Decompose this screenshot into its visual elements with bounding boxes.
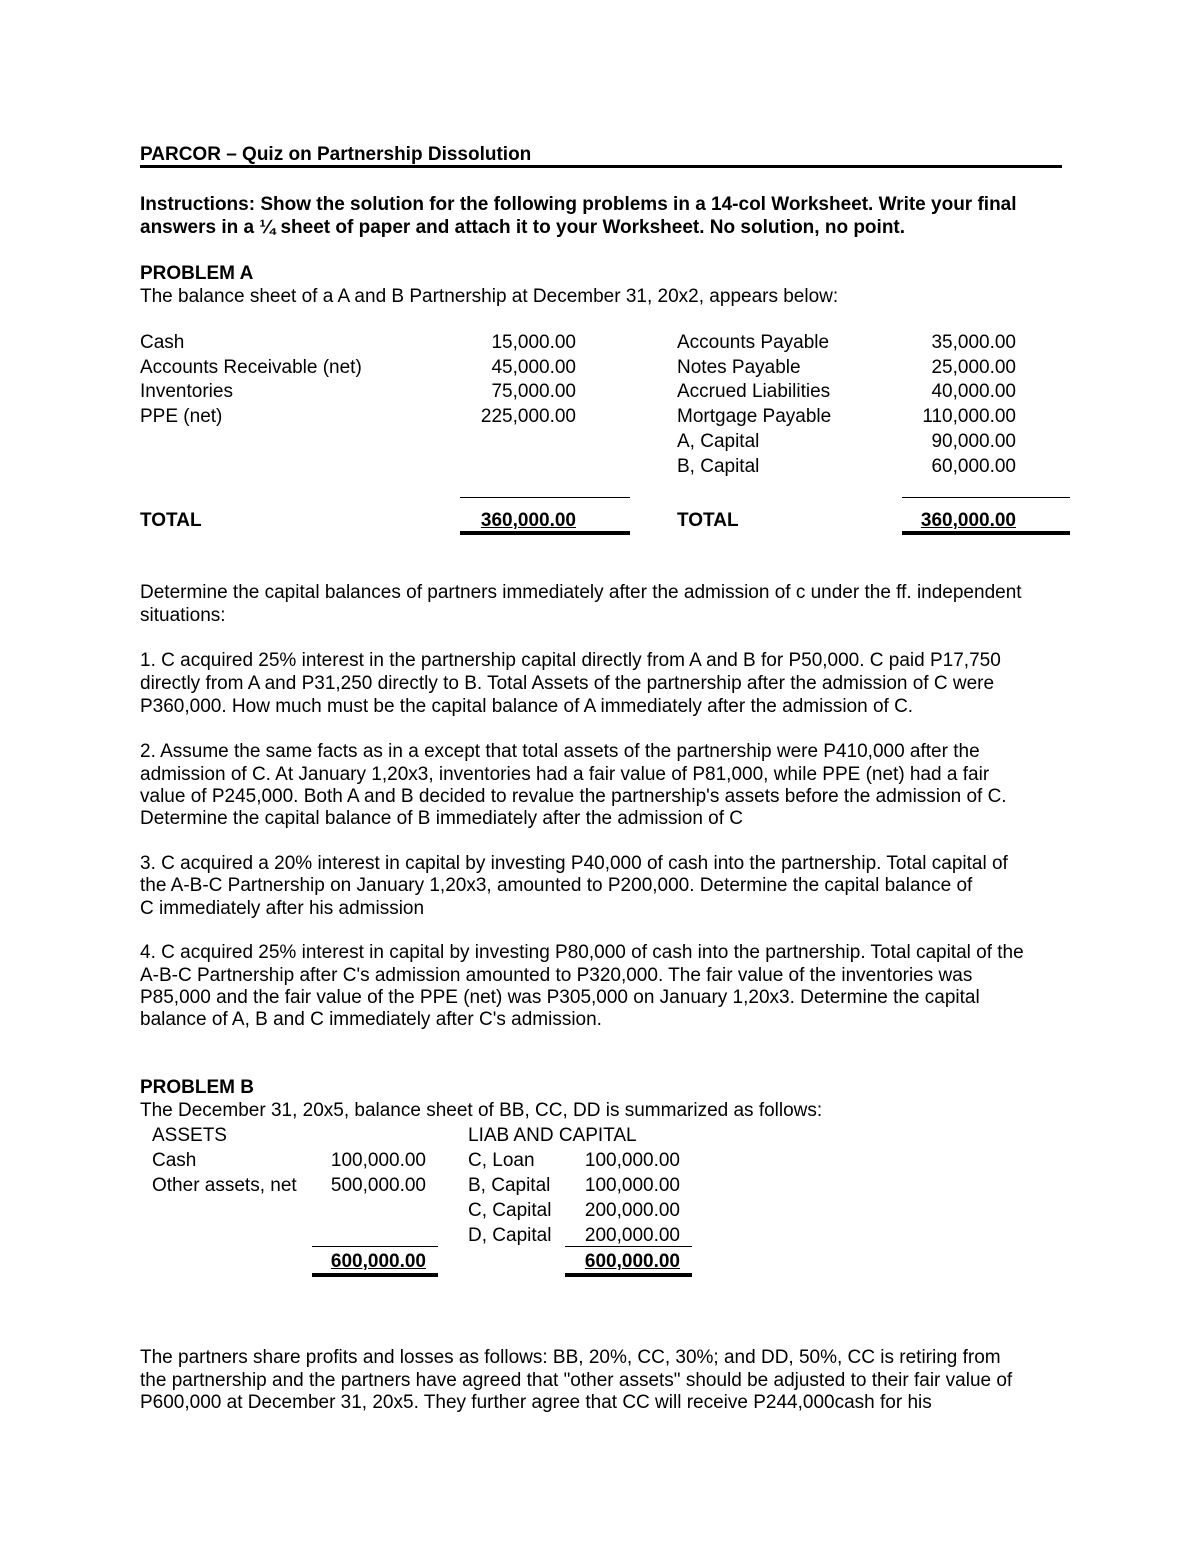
- q1-line-2: directly from A and P31,250 directly to B. Total Assets of the partnership after the admission of C were: [140, 673, 995, 694]
- b-asset-label-cash: Cash: [152, 1150, 197, 1171]
- capital-label-b: B, Capital: [677, 456, 760, 477]
- closing-line-3: P600,000 at December 31, 20x5. They further agree that CC will receive P244,000cash for his: [140, 1392, 932, 1413]
- q3-line-1: 3. C acquired a 20% interest in capital by investing P40,000 of cash into the partnership. Total capital of: [140, 853, 1008, 874]
- asset-label-ar: Accounts Receivable (net): [140, 357, 362, 378]
- q2-line-2: admission of C. At January 1,20x3, inventories had a fair value of P81,000, while PPE (net) had a fair: [140, 764, 990, 785]
- instructions-line-1: Instructions: Show the solution for the following problems in a 14-col Worksheet. Write your final: [140, 194, 1017, 215]
- b-total-value-left: 600,000.00: [330, 1251, 426, 1272]
- b-total-value-right: 600,000.00: [584, 1251, 680, 1272]
- q4-line-4: balance of A, B and C immediately after C's admission.: [140, 1009, 602, 1030]
- liab-label-ap: Accounts Payable: [677, 332, 830, 353]
- b-total-rule-left: [312, 1246, 438, 1247]
- capital-value-a: 90,000.00: [931, 431, 1016, 452]
- q4-line-1: 4. C acquired 25% interest in capital by investing P80,000 of cash into the partnership. Total capital of the: [140, 942, 1024, 963]
- liab-label-np: Notes Payable: [677, 357, 801, 378]
- b-capital-label-d: D, Capital: [468, 1225, 552, 1246]
- liab-label-accrued: Accrued Liabilities: [677, 381, 831, 402]
- b-total-double-rule-right: [565, 1273, 692, 1277]
- problem-a-intro: The balance sheet of a A and B Partnership at December 31, 20x2, appears below:: [140, 286, 839, 307]
- b-capital-value-b: 100,000.00: [584, 1175, 680, 1196]
- asset-value-ar: 45,000.00: [491, 357, 576, 378]
- liab-value-accrued: 40,000.00: [931, 381, 1016, 402]
- closing-line-1-text: The partners share profits and losses as follows: BB, 20%, CC, 30%; and DD, 50%, CC is retiring from: [140, 1347, 1001, 1368]
- page-title: PARCOR – Quiz on Partnership Dissolution: [140, 144, 532, 165]
- problem-a-heading: PROBLEM A: [140, 263, 254, 284]
- asset-label-ppe: PPE (net): [140, 406, 223, 427]
- total-label-left: TOTAL: [140, 510, 202, 531]
- assets-header: ASSETS: [152, 1125, 227, 1146]
- total-rule-left: [460, 497, 630, 498]
- q1-line-3: P360,000. How much must be the capital balance of A immediately after the admission of C.: [140, 696, 914, 717]
- q2-line-4: Determine the capital balance of B immediately after the admission of C: [140, 808, 744, 829]
- asset-value-inventories: 75,000.00: [491, 381, 576, 402]
- title-underline: [140, 165, 1062, 168]
- q1-line-1: 1. C acquired 25% interest in the partnership capital directly from A and B for P50,000. C paid P17,750: [140, 650, 1001, 671]
- q2-line-3: value of P245,000. Both A and B decided to revalue the partnership's assets before the admission of C.: [140, 786, 1007, 807]
- q3-line-2: the A-B-C Partnership on January 1,20x3, amounted to P200,000. Determine the capital balance of: [140, 875, 973, 896]
- q4-line-3: P85,000 and the fair value of the PPE (net) was P305,000 on January 1,20x3. Determine the capital: [140, 987, 980, 1008]
- instructions-line-2: answers in a ¼ sheet of paper and attach it to your Worksheet. No solution, no point.: [140, 217, 906, 238]
- liab-label-mortgage: Mortgage Payable: [677, 406, 832, 427]
- b-capital-value-c: 200,000.00: [584, 1200, 680, 1221]
- total-double-rule-left: [460, 531, 630, 535]
- b-capital-label-c: C, Capital: [468, 1200, 552, 1221]
- problem-b-intro: The December 31, 20x5, balance sheet of BB, CC, DD is summarized as follows:: [140, 1100, 823, 1121]
- total-double-rule-right: [902, 531, 1070, 535]
- asset-value-ppe: 225,000.00: [480, 406, 576, 427]
- question-intro-line-1: Determine the capital balances of partners immediately after the admission of c under the ff. independent: [140, 582, 1022, 603]
- b-asset-value-other: 500,000.00: [330, 1175, 426, 1196]
- asset-value-cash: 15,000.00: [491, 332, 576, 353]
- b-liab-label-c-loan: C, Loan: [468, 1150, 535, 1171]
- liab-value-mortgage: 110,000.00: [922, 406, 1016, 427]
- question-intro-line-2: situations:: [140, 605, 226, 626]
- b-total-rule-right: [565, 1246, 692, 1247]
- q2-line-1: 2. Assume the same facts as in a except that total assets of the partnership were P410,000 after the: [140, 741, 980, 762]
- total-rule-right: [902, 497, 1070, 498]
- liab-capital-header: LIAB AND CAPITAL: [468, 1125, 637, 1146]
- b-total-double-rule-left: [312, 1273, 438, 1277]
- b-asset-value-cash: 100,000.00: [330, 1150, 426, 1171]
- asset-label-cash: Cash: [140, 332, 185, 353]
- b-capital-label-b: B, Capital: [468, 1175, 551, 1196]
- capital-value-b: 60,000.00: [931, 456, 1016, 477]
- b-capital-value-d: 200,000.00: [584, 1225, 680, 1246]
- q3-line-3: C immediately after his admission: [140, 898, 425, 919]
- liab-value-np: 25,000.00: [931, 357, 1016, 378]
- total-label-right: TOTAL: [677, 510, 739, 531]
- liab-value-ap: 35,000.00: [931, 332, 1016, 353]
- q4-line-2: A-B-C Partnership after C's admission amounted to P320,000. The fair value of the inventories was: [140, 965, 973, 986]
- asset-label-inventories: Inventories: [140, 381, 233, 402]
- problem-b-heading: PROBLEM B: [140, 1077, 254, 1098]
- total-value-right: 360,000.00: [920, 510, 1016, 531]
- total-value-left: 360,000.00: [480, 510, 576, 531]
- b-asset-label-other: Other assets, net: [152, 1175, 297, 1196]
- capital-label-a: A, Capital: [677, 431, 760, 452]
- b-liab-value-c-loan: 100,000.00: [584, 1150, 680, 1171]
- closing-line-2: the partnership and the partners have agreed that "other assets" should be adjusted to their fair value of: [140, 1370, 1013, 1391]
